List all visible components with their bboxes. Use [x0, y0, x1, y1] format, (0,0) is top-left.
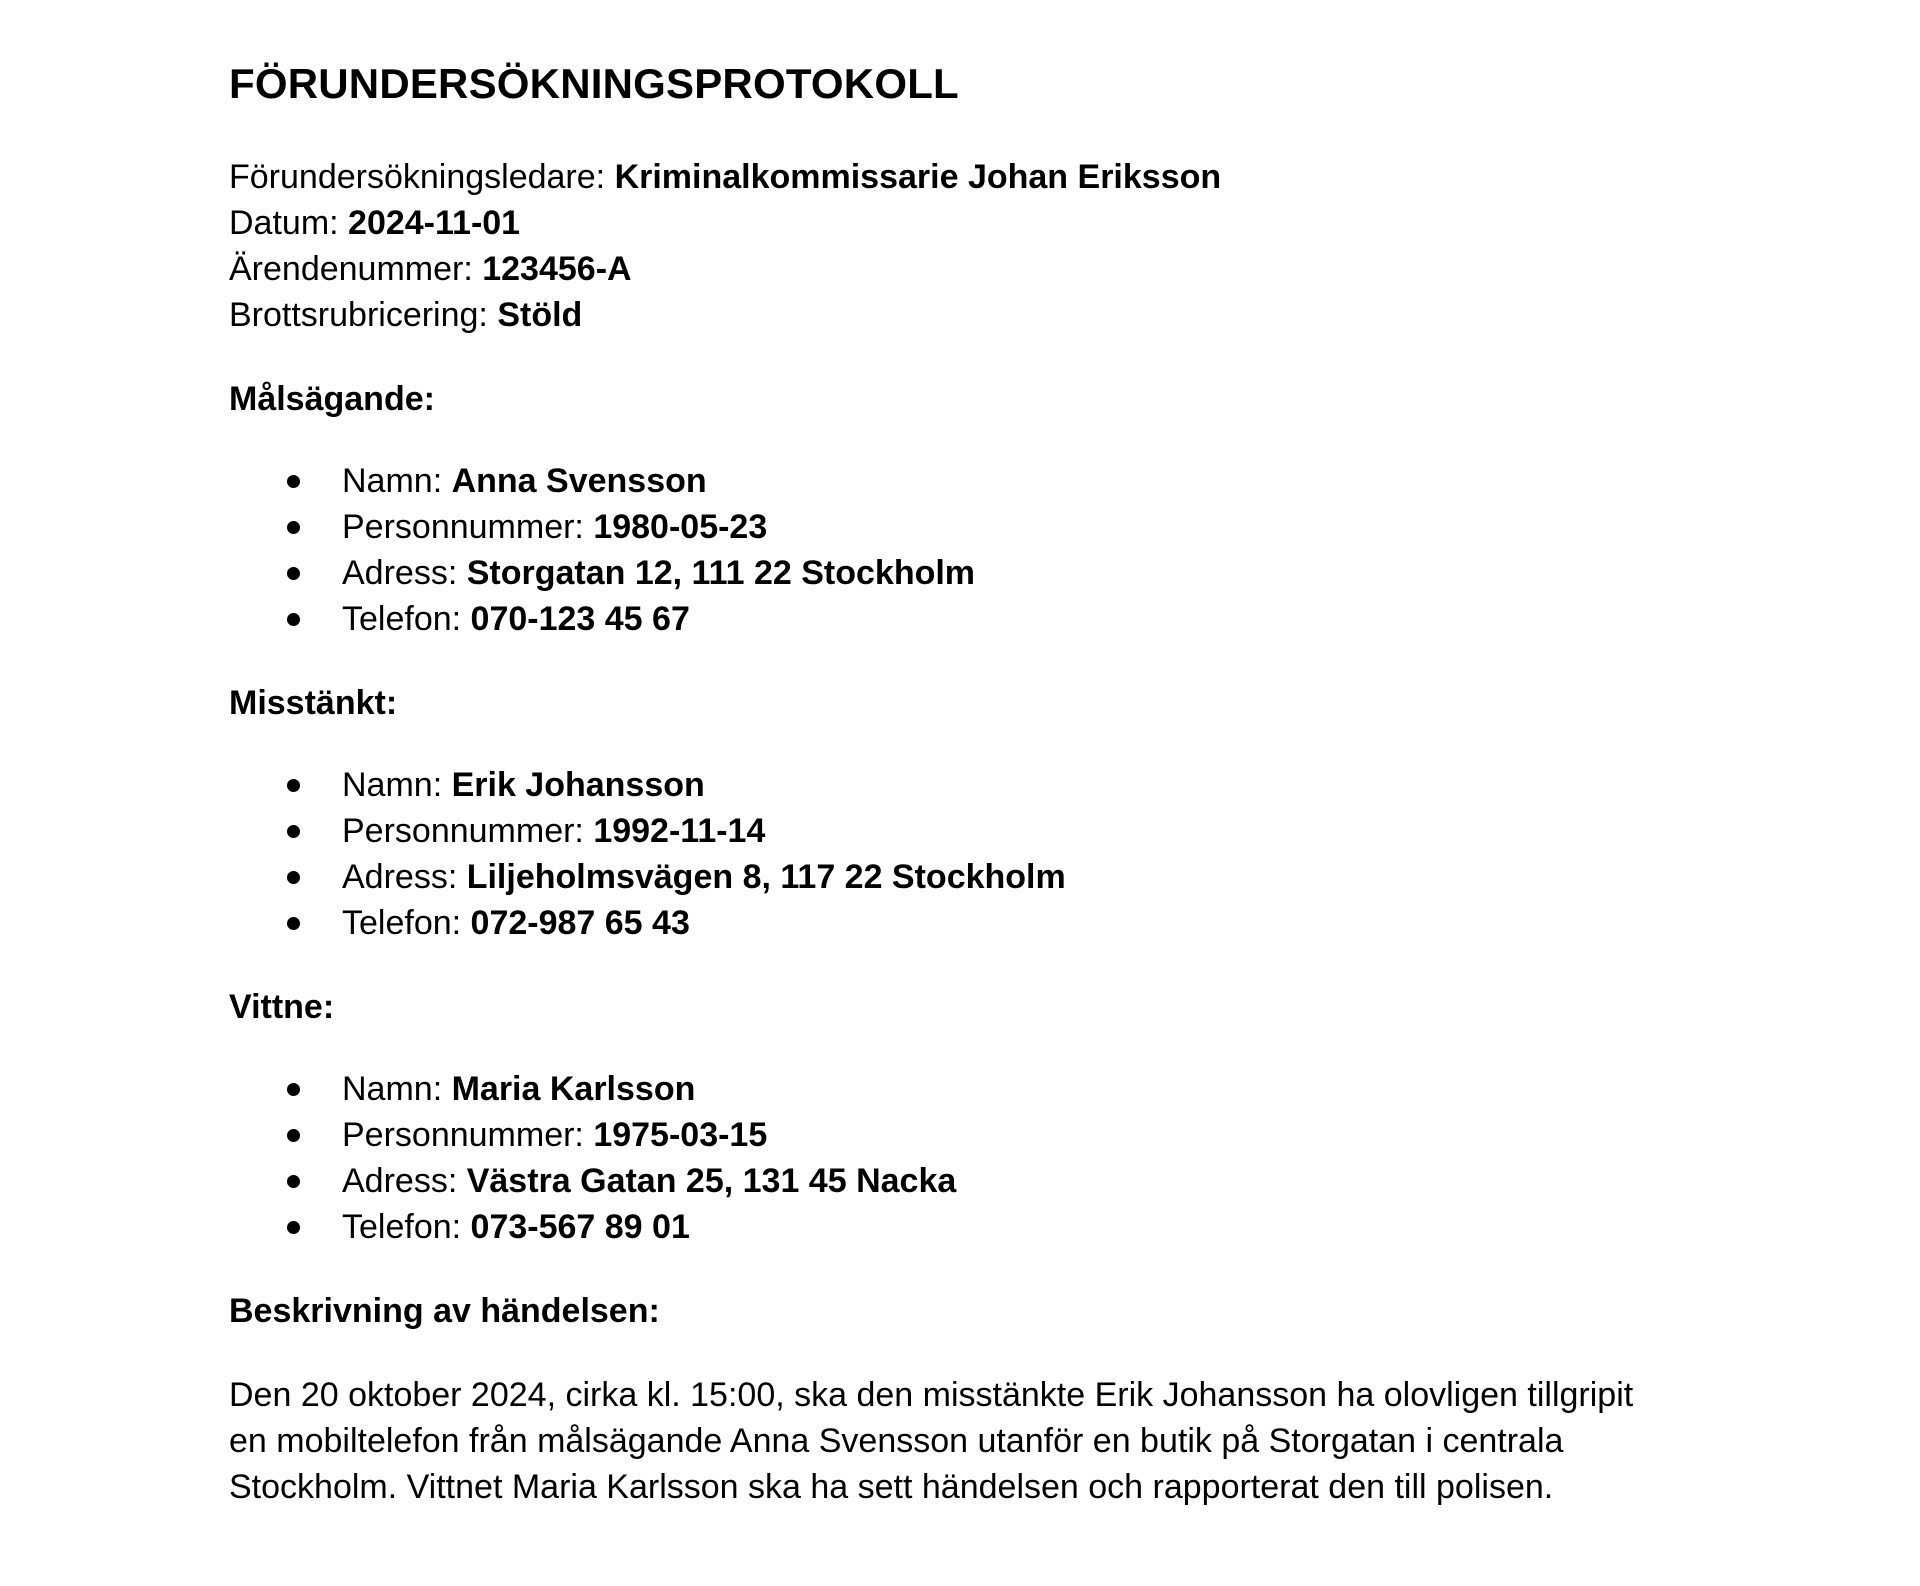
section-heading-beskrivning: Beskrivning av händelsen:	[229, 1292, 660, 1330]
field-value: Erik Johansson	[451, 766, 705, 804]
field-label: Telefon:	[342, 1208, 462, 1246]
field-value: 1975-03-15	[593, 1116, 768, 1154]
list-item	[229, 550, 1709, 596]
meta-value: 123456-A	[482, 250, 632, 288]
field-label: Namn:	[342, 766, 443, 804]
section-heading-misstankt: Misstänkt:	[229, 684, 398, 722]
field-label: Adress:	[342, 1162, 458, 1200]
section-heading-vittne: Vittne:	[229, 988, 335, 1026]
field-label: Personnummer:	[342, 508, 584, 546]
description-line: en mobiltelefon från målsägande Anna Svensson utanför en butik på Storgatan i centrala	[229, 1422, 1564, 1460]
bullet-icon	[287, 521, 300, 534]
event-description	[229, 1372, 1699, 1510]
bullet-icon	[287, 567, 300, 580]
meta-crime-type	[229, 292, 1709, 338]
field-value: 072-987 65 43	[470, 904, 690, 942]
description-line: Den 20 oktober 2024, cirka kl. 15:00, ska den misstänkte Erik Johansson ha olovligen tillgripit	[229, 1376, 1634, 1414]
misstankt-list	[229, 762, 1709, 946]
list-item	[229, 596, 1709, 642]
field-label: Adress:	[342, 554, 458, 592]
bullet-icon	[287, 871, 300, 884]
bullet-icon	[287, 613, 300, 626]
meta-leader	[229, 154, 1709, 200]
vittne-list	[229, 1066, 1709, 1250]
document-page	[229, 50, 1709, 1510]
meta-case-number	[229, 246, 1709, 292]
field-label: Adress:	[342, 858, 458, 896]
malsagande-list	[229, 458, 1709, 642]
list-item	[229, 458, 1709, 504]
field-value: 1980-05-23	[593, 508, 768, 546]
meta-value: 2024-11-01	[348, 204, 521, 242]
meta-label: Ärendenummer:	[229, 250, 473, 288]
meta-value: Kriminalkommissarie Johan Eriksson	[614, 158, 1222, 196]
list-item	[229, 762, 1709, 808]
page-title: FÖRUNDERSÖKNINGSPROTOKOLL	[229, 60, 959, 107]
case-metadata	[229, 154, 1709, 338]
field-value: 070-123 45 67	[470, 600, 690, 638]
bullet-icon	[287, 1221, 300, 1234]
bullet-icon	[287, 917, 300, 930]
field-label: Namn:	[342, 462, 443, 500]
field-value: Västra Gatan 25, 131 45 Nacka	[466, 1162, 957, 1200]
description-line: Stockholm. Vittnet Maria Karlsson ska ha sett händelsen och rapporterat den till polisen.	[229, 1468, 1554, 1506]
bullet-icon	[287, 475, 300, 488]
bullet-icon	[287, 1129, 300, 1142]
meta-label: Förundersökningsledare:	[229, 158, 606, 196]
field-label: Telefon:	[342, 600, 462, 638]
field-label: Telefon:	[342, 904, 462, 942]
list-item	[229, 1158, 1709, 1204]
bullet-icon	[287, 1175, 300, 1188]
field-label: Personnummer:	[342, 1116, 584, 1154]
field-value: Liljeholmsvägen 8, 117 22 Stockholm	[466, 858, 1066, 896]
section-heading-malsagande: Målsägande:	[229, 380, 435, 418]
field-value: 073-567 89 01	[470, 1208, 690, 1246]
meta-value: Stöld	[497, 296, 583, 334]
field-label: Namn:	[342, 1070, 443, 1108]
list-item	[229, 1066, 1709, 1112]
list-item	[229, 1204, 1709, 1250]
bullet-icon	[287, 779, 300, 792]
list-item	[229, 854, 1709, 900]
list-item	[229, 504, 1709, 550]
meta-date	[229, 200, 1709, 246]
meta-label: Datum:	[229, 204, 339, 242]
field-value: 1992-11-14	[593, 812, 766, 850]
field-label: Personnummer:	[342, 812, 584, 850]
bullet-icon	[287, 825, 300, 838]
field-value: Storgatan 12, 111 22 Stockholm	[466, 554, 976, 592]
list-item	[229, 900, 1709, 946]
bullet-icon	[287, 1083, 300, 1096]
field-value: Maria Karlsson	[451, 1070, 696, 1108]
list-item	[229, 1112, 1709, 1158]
meta-label: Brottsrubricering:	[229, 296, 488, 334]
list-item	[229, 808, 1709, 854]
field-value: Anna Svensson	[451, 462, 707, 500]
